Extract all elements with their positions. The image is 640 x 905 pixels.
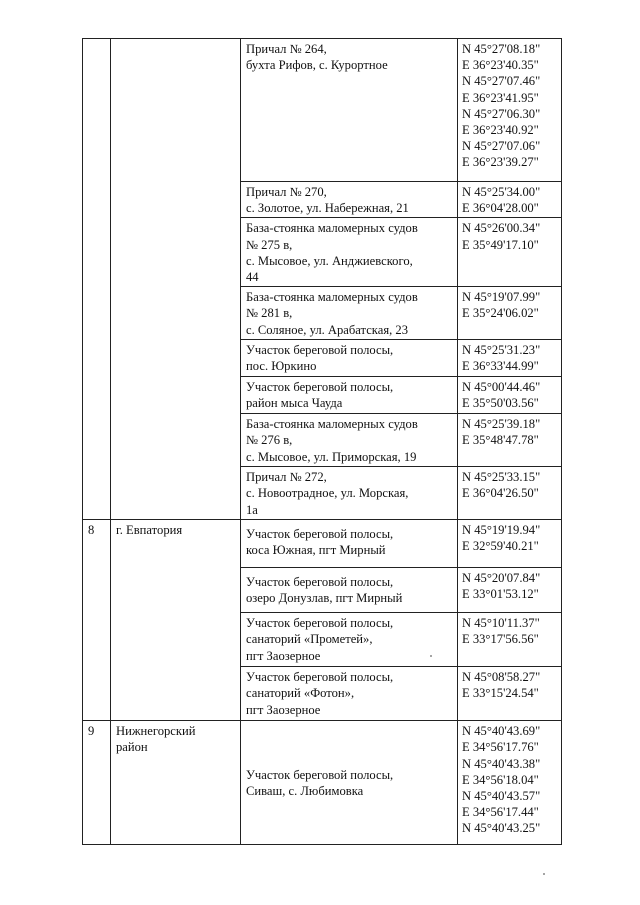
district-cell	[111, 721, 241, 845]
coordinate-value: N 45°27'07.06"	[462, 139, 541, 154]
place-line: Участок береговой полосы,	[246, 527, 394, 542]
coordinates-cell	[458, 218, 562, 287]
coordinate-value: E 34°56'18.04"	[462, 772, 539, 787]
place-line: Причал № 264,	[246, 42, 327, 56]
coordinates-cell	[458, 39, 562, 182]
coordinates-cell	[458, 287, 562, 340]
place-line: № 281 в,	[246, 306, 293, 321]
table-body	[83, 39, 562, 845]
coordinates-cell	[458, 613, 562, 667]
place-line: № 275 в,	[246, 237, 293, 252]
coordinate-value: E 36°23'39.27"	[462, 155, 539, 170]
place-line: с. Золотое, ул. Набережная, 21	[246, 201, 409, 216]
place-line: 1а	[246, 502, 258, 517]
place-line: Причал № 272,	[246, 470, 327, 485]
district-cell	[111, 520, 241, 721]
coordinate-value: N 45°40'43.38"	[462, 756, 541, 771]
coordinate-value: N 45°40'43.57"	[462, 789, 541, 804]
coordinate-value: E 32°59'40.21"	[462, 539, 539, 554]
place-line: Участок береговой полосы,	[246, 380, 394, 395]
place-line: Участок береговой полосы,	[246, 670, 394, 685]
place-line: Участок береговой полосы,	[246, 616, 394, 631]
coordinate-value: N 45°25'33.15"	[462, 470, 541, 485]
place-cell	[241, 520, 458, 568]
coordinate-value: N 45°25'34.00"	[462, 185, 541, 199]
district-name: г. Евпатория	[116, 523, 183, 538]
place-line: район мыса Чауда	[246, 396, 343, 411]
place-cell	[241, 467, 458, 520]
place-cell	[241, 667, 458, 721]
coordinate-value: N 45°10'11.37"	[462, 616, 540, 631]
scan-speck	[430, 655, 432, 657]
table-row	[83, 520, 562, 568]
coordinate-value: E 33°01'53.12"	[462, 587, 539, 602]
place-cell	[241, 287, 458, 340]
coordinate-value: E 36°23'40.35"	[462, 58, 539, 73]
coordinate-value: N 45°27'07.46"	[462, 74, 541, 89]
coordinates-table	[82, 38, 562, 845]
place-cell	[241, 377, 458, 414]
coordinate-value: E 36°23'41.95"	[462, 90, 539, 105]
coordinate-value: N 45°25'31.23"	[462, 343, 541, 358]
coordinate-value: N 45°25'39.18"	[462, 417, 541, 432]
table-row	[83, 721, 562, 845]
place-line: коса Южная, пгт Мирный	[246, 543, 386, 558]
district-name: Нижнегорский	[116, 724, 196, 739]
coordinate-value: E 35°48'47.78"	[462, 433, 539, 448]
place-line: База-стоянка маломерных судов	[246, 290, 418, 305]
coordinates-cell	[458, 667, 562, 721]
coordinate-value: N 45°40'43.69"	[462, 724, 541, 739]
place-line: санаторий «Фотон»,	[246, 686, 355, 701]
place-cell	[241, 218, 458, 287]
place-line: Сиваш, с. Любимовка	[246, 784, 364, 799]
coordinate-value: E 35°50'03.56"	[462, 396, 539, 411]
scan-speck	[543, 873, 545, 875]
coordinate-value: E 36°33'44.99"	[462, 359, 539, 374]
coordinate-value: N 45°26'00.34"	[462, 221, 541, 236]
place-line: Участок береговой полосы,	[246, 343, 394, 358]
coordinate-value: N 45°00'44.46"	[462, 380, 541, 395]
coordinate-value: E 35°49'17.10"	[462, 237, 539, 252]
place-cell	[241, 721, 458, 845]
place-line: с. Мысовое, ул. Анджиевского,	[246, 253, 413, 268]
coordinate-value: N 45°27'06.30"	[462, 106, 541, 121]
coordinate-value: E 34°56'17.44"	[462, 805, 539, 820]
place-line: с. Соляное, ул. Арабатская, 23	[246, 322, 408, 337]
coordinates-cell	[458, 414, 562, 467]
coordinates-cell	[458, 520, 562, 568]
coordinates-cell	[458, 377, 562, 414]
row-number-cell: 8	[83, 520, 111, 721]
coordinates-cell	[458, 721, 562, 845]
place-line: бухта Рифов, с. Курортное	[246, 58, 388, 73]
place-line: пос. Юркино	[246, 359, 317, 374]
place-cell	[241, 340, 458, 377]
district-cell	[111, 39, 241, 520]
coordinate-value: E 34°56'17.76"	[462, 740, 539, 755]
place-line: с. Новоотрадное, ул. Морская,	[246, 486, 409, 501]
coordinates-cell	[458, 340, 562, 377]
place-line: санаторий «Прометей»,	[246, 632, 373, 647]
place-line: с. Мысовое, ул. Приморская, 19	[246, 449, 417, 464]
coordinate-value: E 33°15'24.54"	[462, 686, 539, 701]
coordinate-value: N 45°27'08.18"	[462, 42, 541, 56]
coordinate-value: N 45°40'43.25"	[462, 821, 541, 836]
place-line: № 276 в,	[246, 433, 293, 448]
place-line: 44	[246, 270, 259, 285]
row-number-cell	[83, 39, 111, 520]
place-cell	[241, 613, 458, 667]
coordinate-value: N 45°19'19.94"	[462, 523, 541, 538]
coordinates-cell	[458, 182, 562, 218]
coordinate-value: N 45°19'07.99"	[462, 290, 541, 305]
place-cell	[241, 39, 458, 182]
coordinate-value: E 35°24'06.02"	[462, 306, 539, 321]
place-line: Причал № 270,	[246, 185, 327, 199]
district-name: район	[116, 740, 148, 755]
place-line: Участок береговой полосы,	[246, 768, 394, 783]
coordinate-value: E 36°04'26.50"	[462, 486, 539, 501]
place-cell	[241, 568, 458, 613]
place-line: пгт Заозерное	[246, 648, 321, 663]
place-line: пгт Заозерное	[246, 702, 321, 717]
place-cell	[241, 414, 458, 467]
place-line: Участок береговой полосы,	[246, 575, 394, 590]
coordinate-value: E 36°23'40.92"	[462, 123, 539, 138]
table-row	[83, 39, 562, 182]
place-line: База-стоянка маломерных судов	[246, 417, 418, 432]
row-number-cell: 9	[83, 721, 111, 845]
place-line: База-стоянка маломерных судов	[246, 221, 418, 236]
coordinate-value: N 45°08'58.27"	[462, 670, 541, 685]
place-line: озеро Донузлав, пгт Мирный	[246, 591, 403, 606]
coordinate-value: E 36°04'28.00"	[462, 201, 539, 216]
coordinates-cell	[458, 568, 562, 613]
coordinates-cell	[458, 467, 562, 520]
place-cell	[241, 182, 458, 218]
coordinate-value: N 45°20'07.84"	[462, 571, 541, 586]
coordinate-value: E 33°17'56.56"	[462, 632, 539, 647]
